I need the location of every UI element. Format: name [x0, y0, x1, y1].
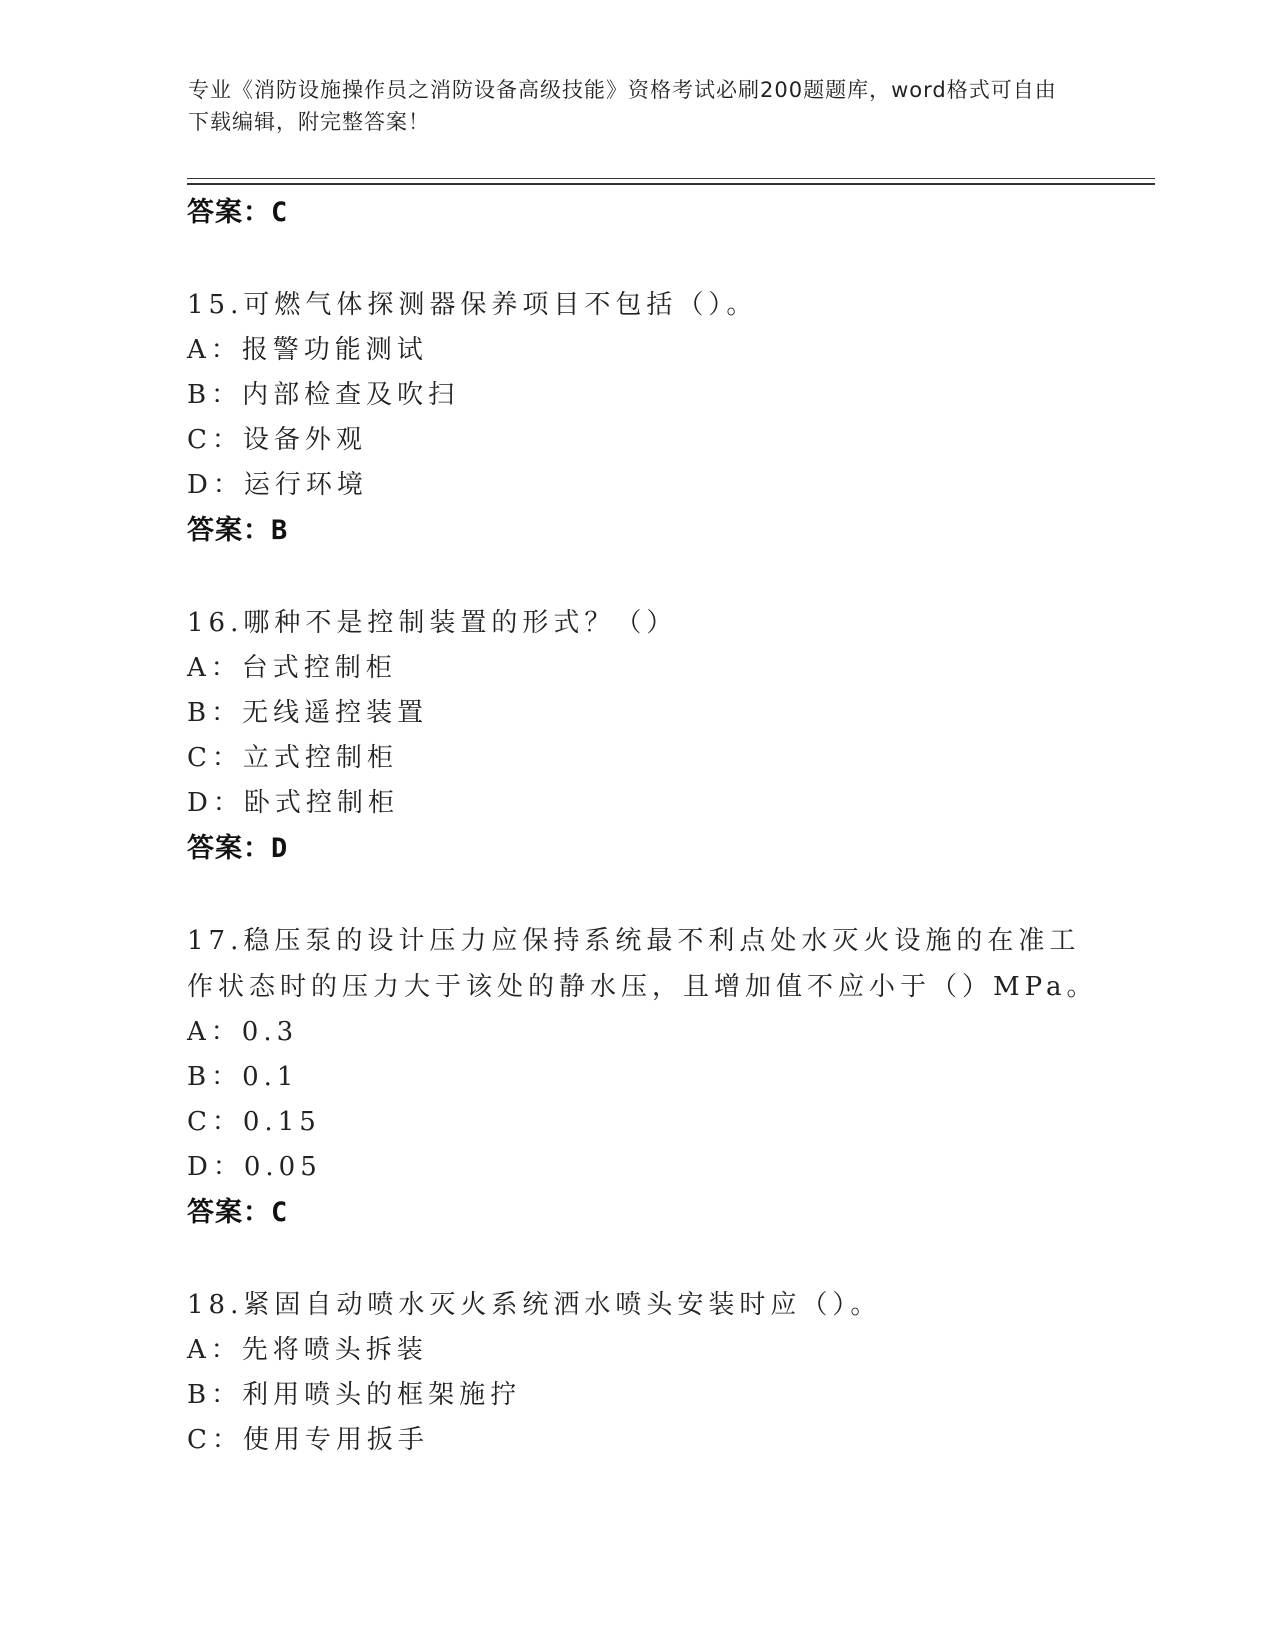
option-d: D：运行环境 — [187, 470, 368, 500]
option-a: A：0.3 — [187, 1017, 299, 1047]
option-b: B：内部检查及吹扫 — [187, 380, 460, 410]
header-divider-bottom — [187, 183, 1155, 185]
option-d: D：0.05 — [187, 1152, 322, 1182]
question-text: 16.哪种不是控制装置的形式？（） — [187, 608, 678, 638]
option-c: C：使用专用扳手 — [187, 1425, 429, 1455]
question-text: 17.稳压泵的设计压力应保持系统最不利点处水灭火设施的在准工作状态时的压力大于该处的静水压，且增加值不应小于（）MPa。 — [187, 926, 1098, 1002]
option-a: A：台式控制柜 — [187, 653, 397, 683]
option-b: B：利用喷头的框架施拧 — [187, 1380, 522, 1410]
answer-label: 答案：C — [187, 197, 289, 228]
option-b: B：0.1 — [187, 1062, 299, 1092]
question-text: 18.紧固自动喷水灭火系统洒水喷头安装时应（）。 — [187, 1290, 882, 1320]
header-divider-top — [187, 178, 1155, 179]
option-c: C：设备外观 — [187, 425, 367, 455]
answer-label: 答案：B — [187, 515, 289, 546]
option-a: A：先将喷头拆装 — [187, 1335, 428, 1365]
question-17 — [187, 918, 1107, 1236]
question-list — [187, 190, 1107, 1463]
answer-label: 答案：D — [187, 833, 289, 864]
option-c: C：立式控制柜 — [187, 743, 398, 773]
option-a: A：报警功能测试 — [187, 335, 428, 365]
question-15 — [187, 282, 1107, 554]
question-18 — [187, 1282, 1107, 1463]
option-d: D：卧式控制柜 — [187, 788, 399, 818]
option-c: C：0.15 — [187, 1107, 321, 1137]
question-text: 15.可燃气体探测器保养项目不包括（）。 — [187, 290, 758, 320]
question-16 — [187, 600, 1107, 872]
option-b: B：无线遥控装置 — [187, 698, 429, 728]
document-header: 专业《消防设施操作员之消防设备高级技能》资格考试必刷200题题库，word格式可自由下载编辑，附完整答案！ — [188, 78, 1057, 134]
answer-label: 答案：C — [187, 1197, 289, 1228]
